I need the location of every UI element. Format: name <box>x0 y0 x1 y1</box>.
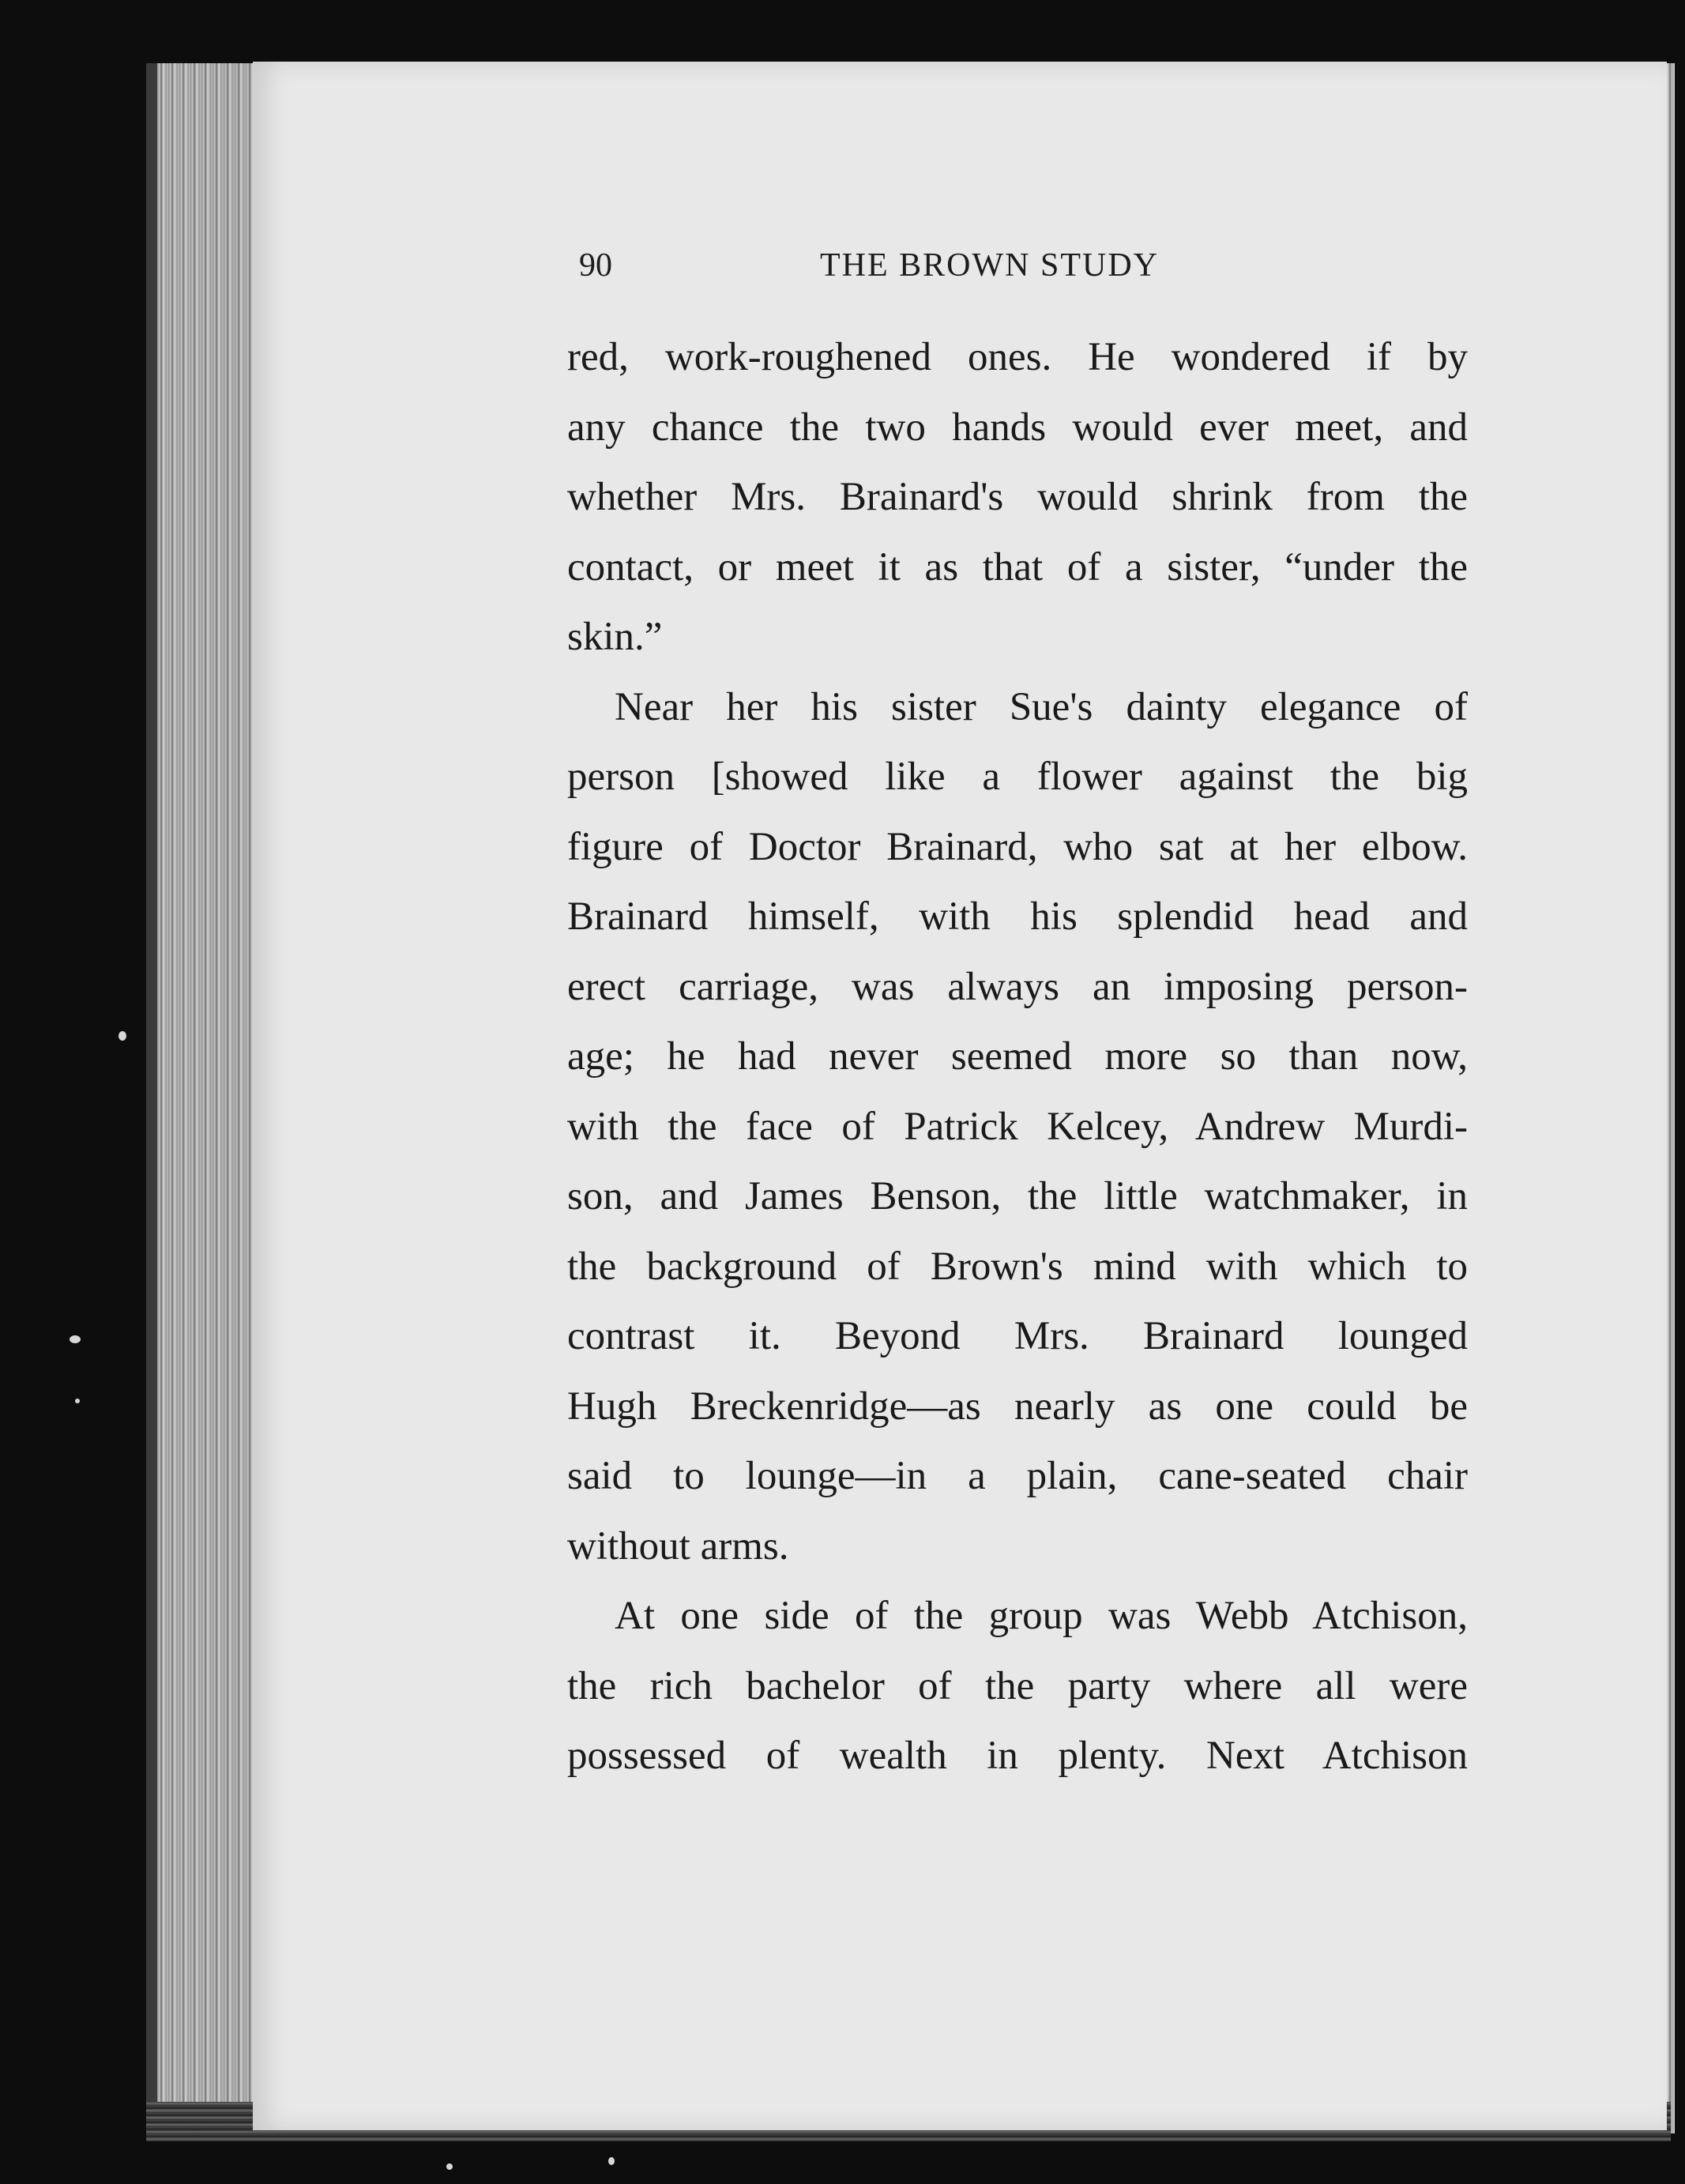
text-line: contact, or meet it as that of a sister, “under the <box>567 544 1468 589</box>
text-line: the background of Brown's mind with which to <box>567 1244 1468 1289</box>
text-line: figure of Doctor Brainard, who sat at her elbow. <box>567 824 1468 869</box>
text-line: red, work-roughened ones. He wondered if by <box>567 335 1468 379</box>
text-line: said to lounge—in a plain, cane-seated chair <box>567 1454 1468 1498</box>
body-text <box>567 322 1468 1791</box>
text-line: skin.” <box>567 615 663 659</box>
text-line: Near her his sister Sue's dainty elegance of <box>615 684 1468 729</box>
text-line: person [showed like a flower against the big <box>567 755 1468 799</box>
text-line: without arms. <box>567 1523 789 1568</box>
scan-speck <box>118 1031 126 1041</box>
text-line: At one side of the group was Webb Atchison, <box>615 1594 1468 1638</box>
scan-speck <box>70 1335 81 1343</box>
text-line: Brainard himself, with his splendid head and <box>567 894 1468 939</box>
page-number: 90 <box>579 247 612 284</box>
page-header <box>579 247 1235 294</box>
text-line: possessed of wealth in plenty. Next Atchison <box>567 1734 1468 1778</box>
text-line: with the face of Patrick Kelcey, Andrew Murdi- <box>567 1104 1468 1149</box>
text-line: contrast it. Beyond Mrs. Brainard lounged <box>567 1314 1468 1358</box>
text-line: age; he had never seemed more so than now, <box>567 1034 1468 1079</box>
text-line: son, and James Benson, the little watchmaker, in <box>567 1174 1468 1218</box>
scan-speck <box>75 1399 80 1403</box>
text-line: erect carriage, was always an imposing person- <box>567 964 1468 1009</box>
text-line: Hugh Breckenridge—as nearly as one could be <box>567 1384 1468 1429</box>
text-line: any chance the two hands would ever meet, and <box>567 405 1468 450</box>
text-line: whether Mrs. Brainard's would shrink from the <box>567 475 1468 519</box>
text-line: the rich bachelor of the party where all were <box>567 1663 1468 1708</box>
scan-speck <box>608 2157 615 2165</box>
running-head: THE BROWN STUDY <box>820 247 1159 284</box>
scan-speck <box>446 2163 453 2170</box>
